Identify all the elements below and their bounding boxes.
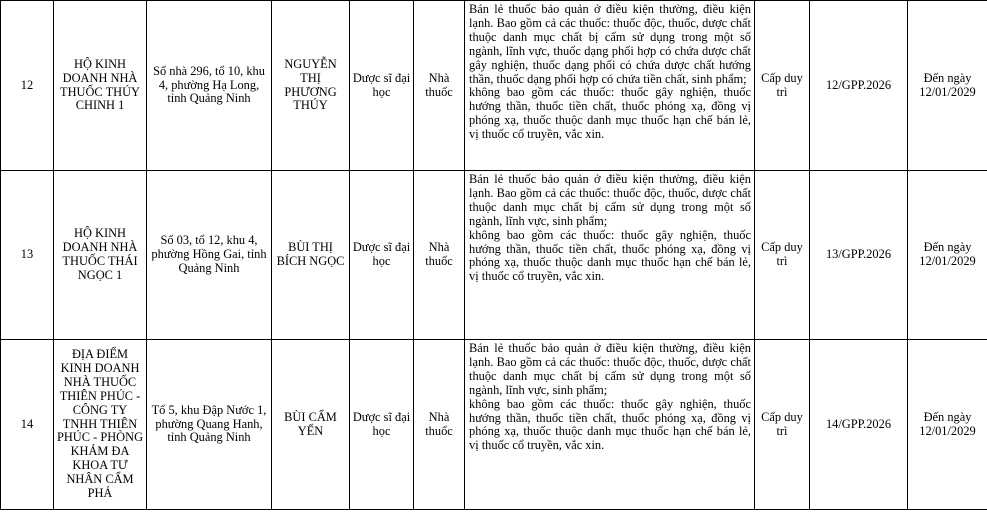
table-row: [1, 171, 987, 340]
business-address: Tổ 5, khu Đập Nước 1, phường Quang Hanh, tỉnh Quảng Ninh: [147, 340, 272, 510]
business-name: ĐỊA ĐIỂM KINH DOANH NHÀ THUỐC THIÊN PHÚC - CÔNG TY TNHH THIÊN PHÚC - PHÒNG KHÁM ĐA KHOA TƯ NHÂN CẨM PHẢ: [54, 340, 147, 510]
business-address: Số nhà 296, tổ 10, khu 4, phường Hạ Long, tỉnh Quảng Ninh: [147, 1, 272, 171]
scope-excluded: không bao gồm các thuốc: thuốc gây nghiện, thuốc hướng thần, thuốc tiền chất, thuốc phóng xạ, đồng vị phóng xạ, thuốc thuộc danh mục thuốc hạn chế bán lẻ, vị thuốc cổ truyền, vắc xin.: [469, 396, 751, 453]
scope-included: Bán lẻ thuốc bảo quản ở điều kiện thường, điều kiện lạnh. Bao gồm cả các thuốc: thuốc độc, thuốc, dược chất thuộc danh mục chất bị cấm sử dụng trong một số ngành, lĩnh vực, sinh phẩm;: [469, 172, 751, 228]
scope-excluded: không bao gồm các thuốc: thuốc gây nghiện, thuốc hướng thần, thuốc tiền chất, thuốc phóng xạ, đồng vị phóng xạ, thuốc thuộc danh mục thuốc hạn chế bán lẻ, vị thuốc cổ truyền, vắc xin.: [469, 227, 751, 284]
row-number: 14: [1, 340, 54, 510]
table-row: [1, 1, 987, 171]
row-number: 12: [1, 1, 54, 171]
responsible-person: BÙI CẨM YẾN: [272, 340, 350, 510]
certificate-number: 13/GPP.2026: [810, 171, 908, 340]
expiry-date: Đến ngày 12/01/2029: [908, 340, 987, 510]
action-type: Cấp duy trì: [755, 171, 810, 340]
certificate-number: 14/GPP.2026: [810, 340, 908, 510]
business-scope: [465, 340, 755, 510]
qualification: Dược sĩ đại học: [350, 340, 414, 510]
expiry-date: Đến ngày 12/01/2029: [908, 1, 987, 171]
responsible-person: NGUYỄN THỊ PHƯƠNG THÚY: [272, 1, 350, 171]
scope-excluded: không bao gồm các thuốc: thuốc gây nghiện, thuốc hướng thần, thuốc tiền chất, thuốc phóng xạ, đồng vị phóng xạ, thuốc thuộc danh mục thuốc hạn chế bán lẻ, vị thuốc cổ truyền, vắc xin.: [469, 85, 751, 142]
business-scope: [465, 171, 755, 340]
expiry-date: Đến ngày 12/01/2029: [908, 171, 987, 340]
qualification: Dược sĩ đại học: [350, 171, 414, 340]
business-address: Số 03, tổ 12, khu 4, phường Hồng Gai, tỉnh Quảng Ninh: [147, 171, 272, 340]
establishment-type: Nhà thuốc: [414, 1, 465, 171]
responsible-person: BÙI THỊ BÍCH NGỌC: [272, 171, 350, 340]
qualification: Dược sĩ đại học: [350, 1, 414, 171]
business-name: HỘ KINH DOANH NHÀ THUỐC THÚY CHINH 1: [54, 1, 147, 171]
establishment-type: Nhà thuốc: [414, 171, 465, 340]
action-type: Cấp duy trì: [755, 1, 810, 171]
business-name: HỘ KINH DOANH NHÀ THUỐC THÁI NGỌC 1: [54, 171, 147, 340]
scope-included: Bán lẻ thuốc bảo quản ở điều kiện thường, điều kiện lạnh. Bao gồm cả các thuốc: thuốc độc, thuốc, dược chất thuộc danh mục chất bị cấm sử dụng trong một số ngành, lĩnh vực, sinh phẩm;: [469, 341, 751, 397]
row-number: 13: [1, 171, 54, 340]
table-row: [1, 340, 987, 510]
business-scope: [465, 1, 755, 171]
action-type: Cấp duy trì: [755, 340, 810, 510]
establishment-type: Nhà thuốc: [414, 340, 465, 510]
scope-included: Bán lẻ thuốc bảo quản ở điều kiện thường, điều kiện lạnh. Bao gồm cả các thuốc: thuốc độc, thuốc, dược chất thuộc danh mục chất bị cấm sử dụng trong một số ngành, lĩnh vực, thuốc dạng phối hợp có chứa dược chất gây nghiện, thuốc dạng phối có chứa dược chất hướng thần, thuốc dạng phối hợp có chứa tiền chất, sinh phẩm;: [469, 2, 751, 86]
certificate-number: 12/GPP.2026: [810, 1, 908, 171]
